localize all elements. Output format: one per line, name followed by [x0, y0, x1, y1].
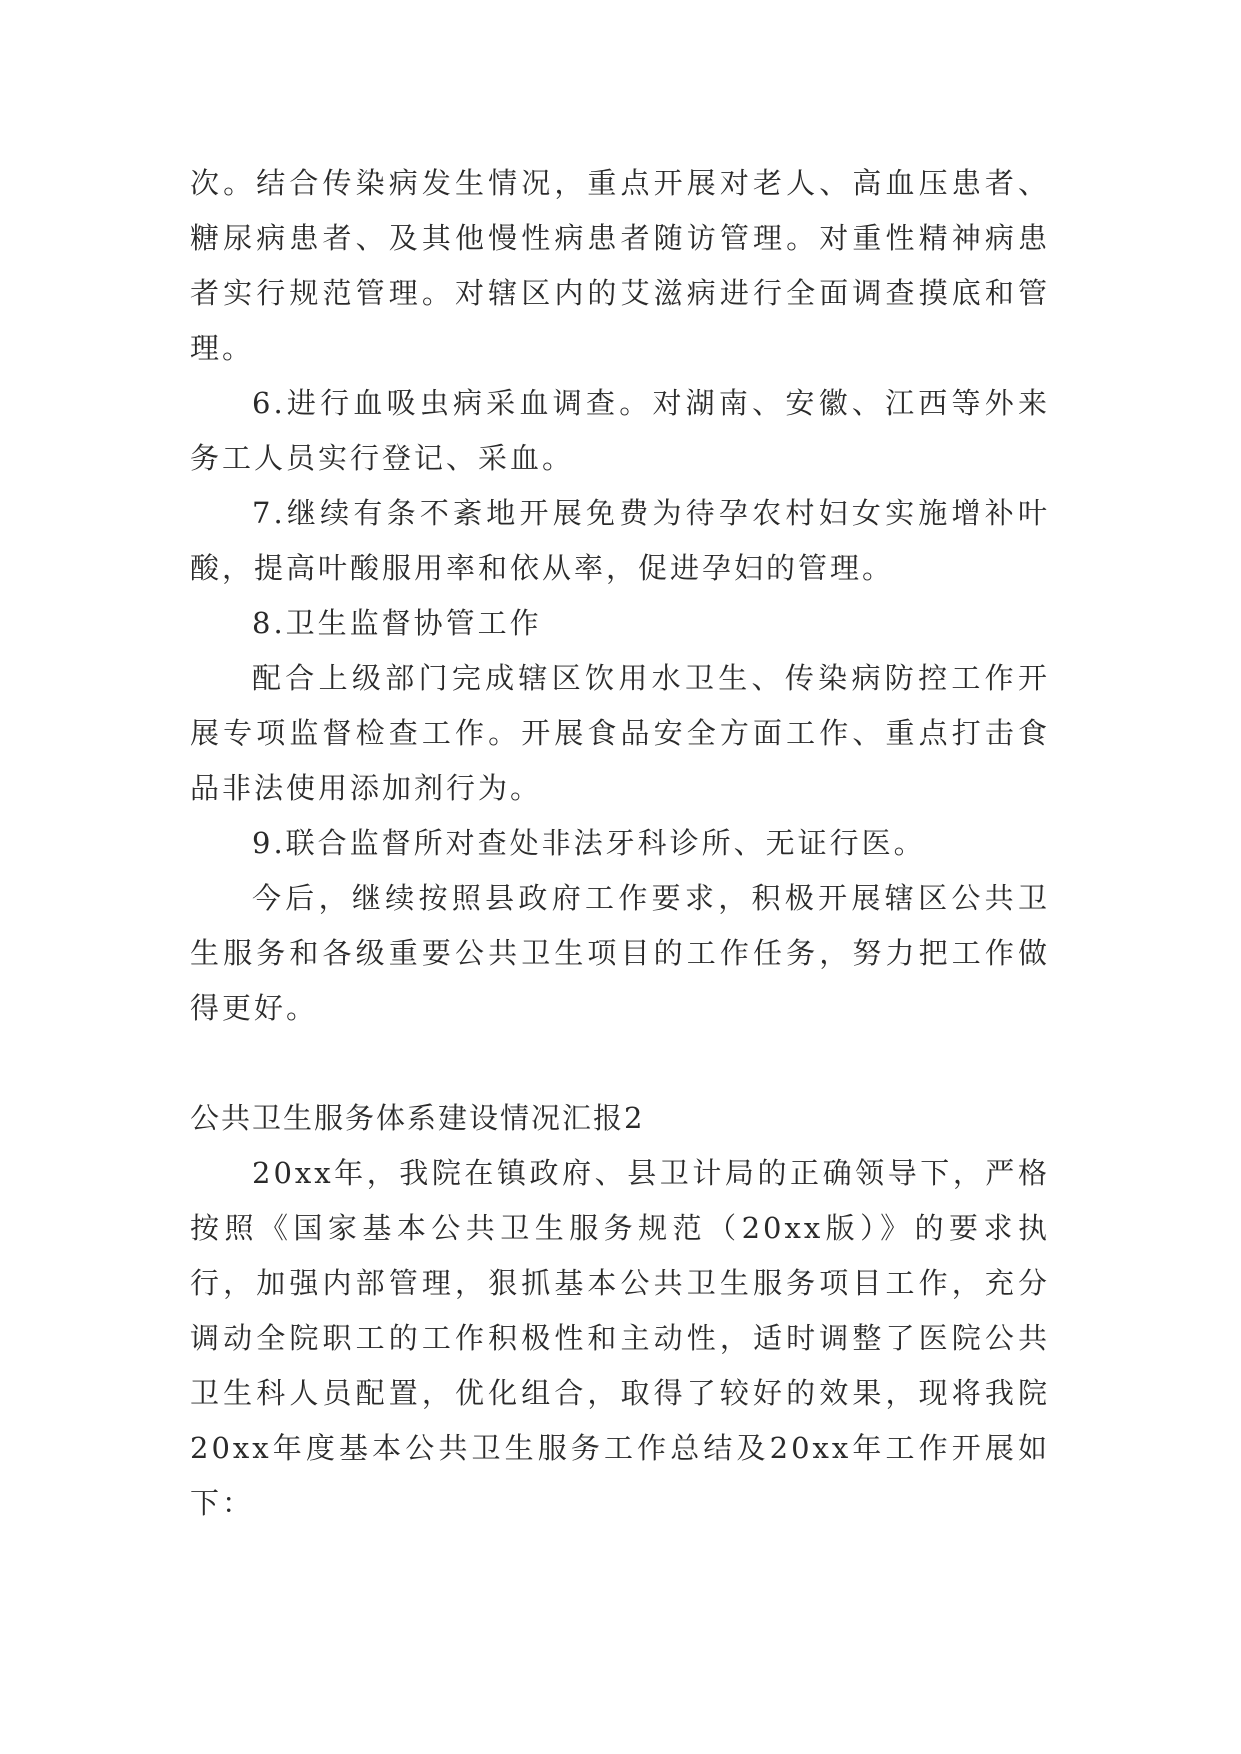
paragraph-conclusion: 今后，继续按照县政府工作要求，积极开展辖区公共卫生服务和各级重要公共卫生项目的工作任务，努力把工作做得更好。: [190, 881, 1050, 1025]
document-body: [190, 156, 1050, 1531]
paragraph-item-7: 7.继续有条不紊地开展免费为待孕农村妇女实施增补叶酸，提高叶酸服用率和依从率，促进孕妇的管理。: [190, 496, 1050, 585]
paragraph-item-9: 9.联合监督所对查处非法牙科诊所、无证行医。: [252, 826, 926, 860]
paragraph-item-8-heading: 8.卫生监督协管工作: [252, 606, 542, 640]
section-title: 公共卫生服务体系建设情况汇报2: [190, 1101, 645, 1135]
paragraph-continuation: 次。结合传染病发生情况，重点开展对老人、高血压患者、糖尿病患者、及其他慢性病患者随访管理。对重性精神病患者实行规范管理。对辖区内的艾滋病进行全面调查摸底和管理。: [190, 166, 1050, 365]
paragraph-item-6: 6.进行血吸虫病采血调查。对湖南、安徽、江西等外来务工人员实行登记、采血。: [190, 386, 1050, 475]
section-intro-paragraph: 20xx年，我院在镇政府、县卫计局的正确领导下，严格按照《国家基本公共卫生服务规范（20xx版）》的要求执行，加强内部管理，狠抓基本公共卫生服务项目工作，充分调动全院职工的工作积极性和主动性，适时调整了医院公共卫生科人员配置，优化组合，取得了较好的效果，现将我院20xx年度基本公共卫生服务工作总结及20xx年工作开展如下：: [190, 1156, 1050, 1520]
paragraph-item-8-body: 配合上级部门完成辖区饮用水卫生、传染病防控工作开展专项监督检查工作。开展食品安全方面工作、重点打击食品非法使用添加剂行为。: [190, 661, 1050, 805]
